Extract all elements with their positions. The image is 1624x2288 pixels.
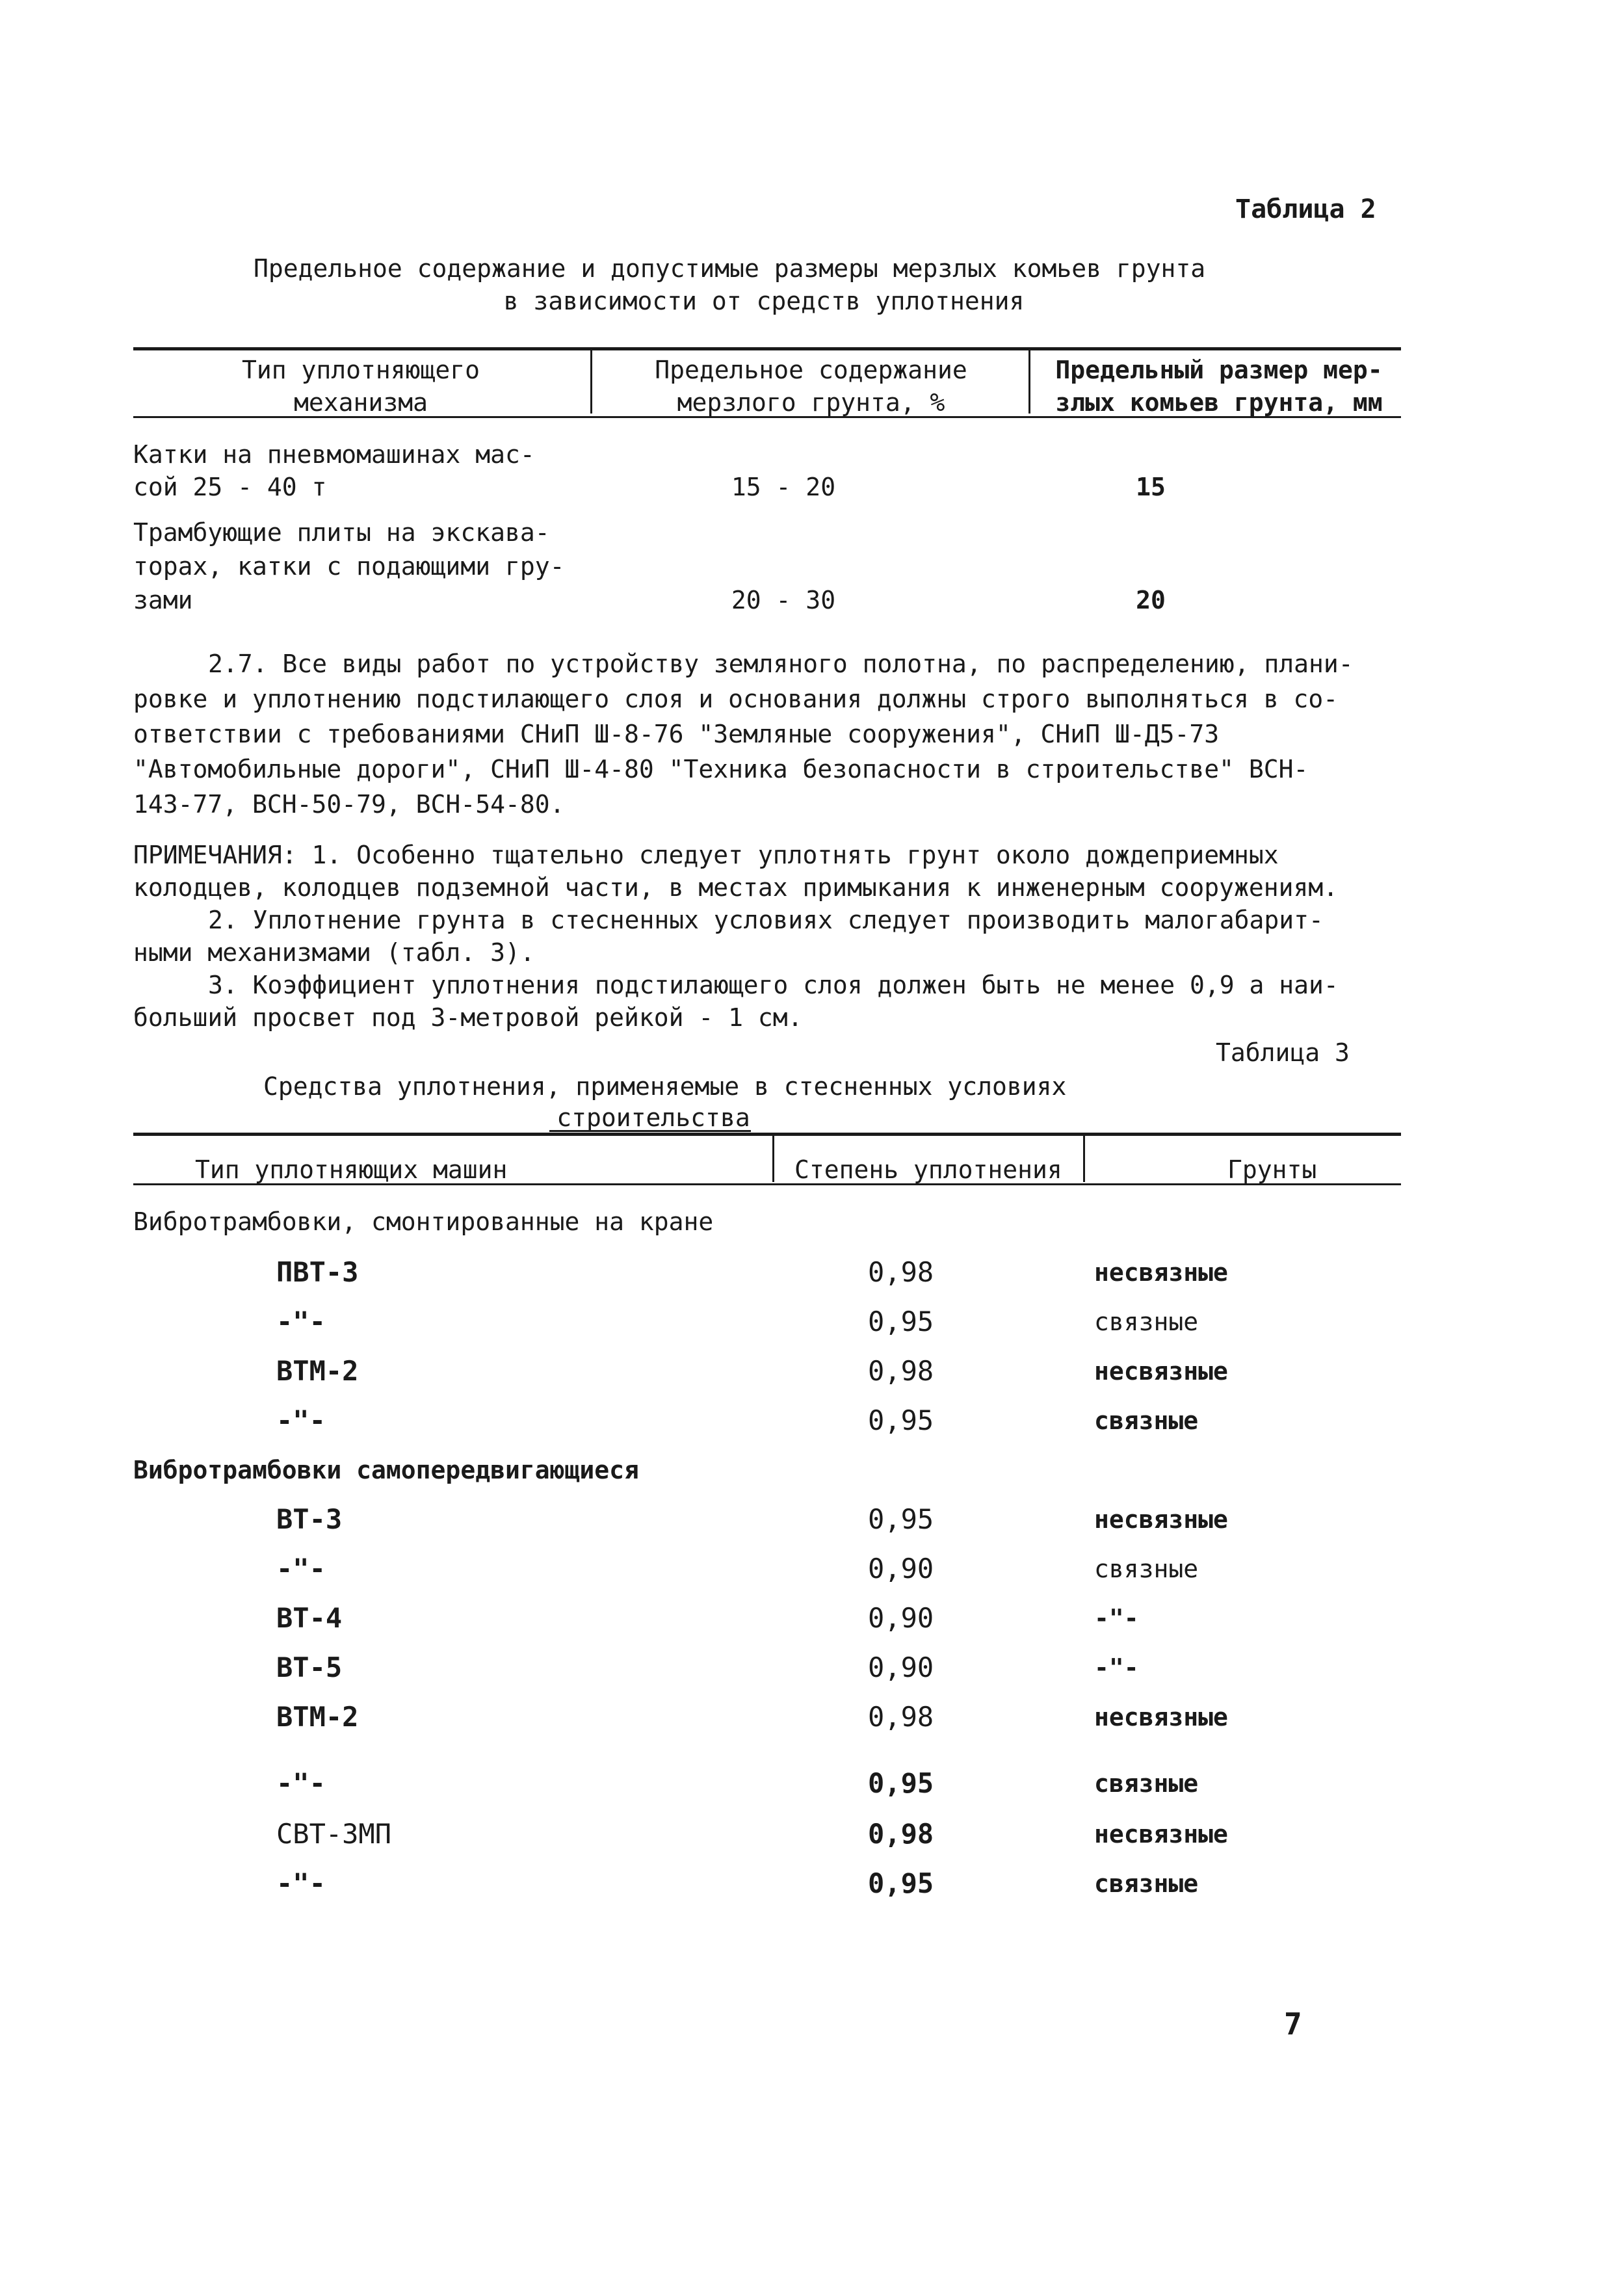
table3-g2-r2-soil: связные — [1094, 1555, 1199, 1583]
table3-g2-r2-degree: 0,90 — [868, 1553, 934, 1585]
note-3-line1: 3. Коэффициент уплотнения подстилающего слоя должен быть не менее 0,9 а наи- — [208, 971, 1339, 999]
table3-col-divider-2 — [1083, 1134, 1085, 1182]
table2-header-content: Предельное содержание — [655, 356, 967, 384]
table2-row2-name: Трамбующие плиты на экскава- — [133, 518, 550, 547]
table2-header-content-l2: мерзлого грунта, % — [677, 388, 945, 417]
table3-col-divider-1 — [772, 1134, 774, 1182]
table3-g2-r5-degree: 0,98 — [868, 1701, 934, 1733]
table3-g1-r1-degree: 0,98 — [868, 1256, 934, 1288]
note-1-line1: ПРИМЕЧАНИЯ: 1. Особенно тщательно следует уплотнять грунт около дождеприемных — [133, 841, 1279, 869]
table3-g1-r4-machine: -"- — [276, 1404, 326, 1436]
table3-g2-r6-machine: -"- — [276, 1767, 326, 1799]
table2-title: Предельное содержание и допустимые размеры мерзлых комьев грунта — [254, 254, 1206, 283]
table2-header-size: Предельный размер мер- — [1055, 356, 1383, 384]
table3-g1-r3-machine: ВТМ-2 — [276, 1355, 359, 1387]
table2-label: Таблица 2 — [1235, 194, 1376, 224]
table3-g2-r1-soil: несвязные — [1094, 1505, 1228, 1534]
section-2-7-line1: 2.7. Все виды работ по устройству земляного полотна, по распределению, плани- — [208, 650, 1354, 678]
note-1-line2: колодцев, колодцев подземной части, в местах примыкания к инженерным сооружениям. — [133, 873, 1339, 902]
table3-g2-r1-machine: ВТ-3 — [276, 1503, 343, 1535]
table2-header-size-l2: злых комьев грунта, мм — [1055, 388, 1383, 417]
table3-g1-r3-degree: 0,98 — [868, 1355, 934, 1387]
section-2-7-line4: "Автомобильные дороги", СНиП Ш-4-80 "Техника безопасности в строительстве" ВСН- — [133, 755, 1309, 783]
table3-label: Таблица 3 — [1216, 1038, 1350, 1067]
table2-col-divider-1 — [590, 348, 592, 414]
table3-g1-r1-machine: ПВТ-3 — [276, 1256, 359, 1288]
table3-g2-r8-degree: 0,95 — [868, 1867, 934, 1899]
table3-header-soil: Грунты — [1227, 1155, 1317, 1184]
table2-row2-content: 20 - 30 — [731, 586, 836, 614]
table3-g2-r6-degree: 0,95 — [868, 1767, 934, 1799]
table3-title: Средства уплотнения, применяемые в стесненных условиях — [263, 1072, 1067, 1101]
table3-title-underline — [549, 1130, 751, 1132]
table3-title-line2: строительства — [557, 1103, 750, 1132]
table3-g2-r4-degree: 0,90 — [868, 1651, 934, 1683]
table3-g2-r3-degree: 0,90 — [868, 1602, 934, 1634]
note-2-line2: ными механизмами (табл. 3). — [133, 938, 535, 967]
table2-row1-name-l2: сой 25 - 40 т — [133, 473, 327, 501]
table2-row1-content: 15 - 20 — [731, 473, 836, 501]
table2-header-rule — [133, 416, 1401, 418]
table3-g1-r2-degree: 0,95 — [868, 1306, 934, 1337]
table3-g1-r4-degree: 0,95 — [868, 1404, 934, 1436]
table3-g2-r5-soil: несвязные — [1094, 1703, 1228, 1731]
section-2-7-line2: ровке и уплотнению подстилающего слоя и основания должны строго выполняться в со- — [133, 685, 1339, 713]
section-2-7-line5: 143-77, ВСН-50-79, ВСН-54-80. — [133, 790, 565, 819]
table3-g2-r4-soil: -"- — [1094, 1653, 1139, 1682]
table2-row2-name-l2: торах, катки с подающими гру- — [133, 552, 565, 581]
note-2-line1: 2. Уплотнение грунта в стесненных условиях следует производить малогабарит- — [208, 906, 1324, 934]
table3-g2-r8-soil: связные — [1094, 1869, 1199, 1898]
table3-g2-r3-soil: -"- — [1094, 1604, 1139, 1633]
table3-header-machine: Тип уплотняющих машин — [195, 1155, 508, 1184]
section-2-7-line3: ответствии с требованиями СНиП Ш-8-76 "Земляные сооружения", СНиП Ш-Д5-73 — [133, 720, 1220, 748]
table2-title-line2: в зависимости от средств уплотнения — [503, 287, 1025, 315]
table3-g2-r6-soil: связные — [1094, 1769, 1199, 1798]
table3-g2-r8-machine: -"- — [276, 1867, 326, 1899]
table3-g1-r1-soil: несвязные — [1094, 1258, 1228, 1287]
table3-g2-r4-machine: ВТ-5 — [276, 1651, 343, 1683]
table3-g2-r1-degree: 0,95 — [868, 1503, 934, 1535]
table3-g2-r2-machine: -"- — [276, 1553, 326, 1585]
table3-header-degree: Степень уплотнения — [794, 1155, 1062, 1184]
table2-row2-name-l3: зами — [133, 586, 193, 614]
table3-g2-r5-machine: ВТМ-2 — [276, 1701, 359, 1733]
table2-row1-name: Катки на пневмомашинах мас- — [133, 440, 535, 469]
page-number: 7 — [1284, 2006, 1302, 2042]
table2-row1-size: 15 — [1136, 473, 1166, 501]
table3-g1-r2-soil: связные — [1094, 1308, 1199, 1336]
table3-g1-r2-machine: -"- — [276, 1306, 326, 1337]
table3-g2-r3-machine: ВТ-4 — [276, 1602, 343, 1634]
table2-col-divider-2 — [1028, 348, 1030, 414]
table3-g2-r7-machine: СВТ-3МП — [276, 1818, 392, 1850]
table3-g1-r4-soil: связные — [1094, 1406, 1199, 1435]
table3-g1-r3-soil: несвязные — [1094, 1357, 1228, 1386]
table2-top-rule — [133, 347, 1401, 350]
table2-header-type: Тип уплотняющего — [241, 356, 480, 384]
table3-group2-title: Вибротрамбовки самопередвигающиеся — [133, 1456, 639, 1484]
note-3-line2: больший просвет под 3-метровой рейкой - 1 см. — [133, 1003, 803, 1032]
table3-header-rule — [133, 1183, 1401, 1185]
table2-row2-size: 20 — [1136, 586, 1166, 614]
table3-g2-r7-degree: 0,98 — [868, 1818, 934, 1850]
table3-top-rule — [133, 1133, 1401, 1136]
table3-group1-title: Вибротрамбовки, смонтированные на кране — [133, 1207, 714, 1236]
table2-header-type-l2: механизма — [294, 388, 428, 417]
table3-g2-r7-soil: несвязные — [1094, 1820, 1228, 1848]
